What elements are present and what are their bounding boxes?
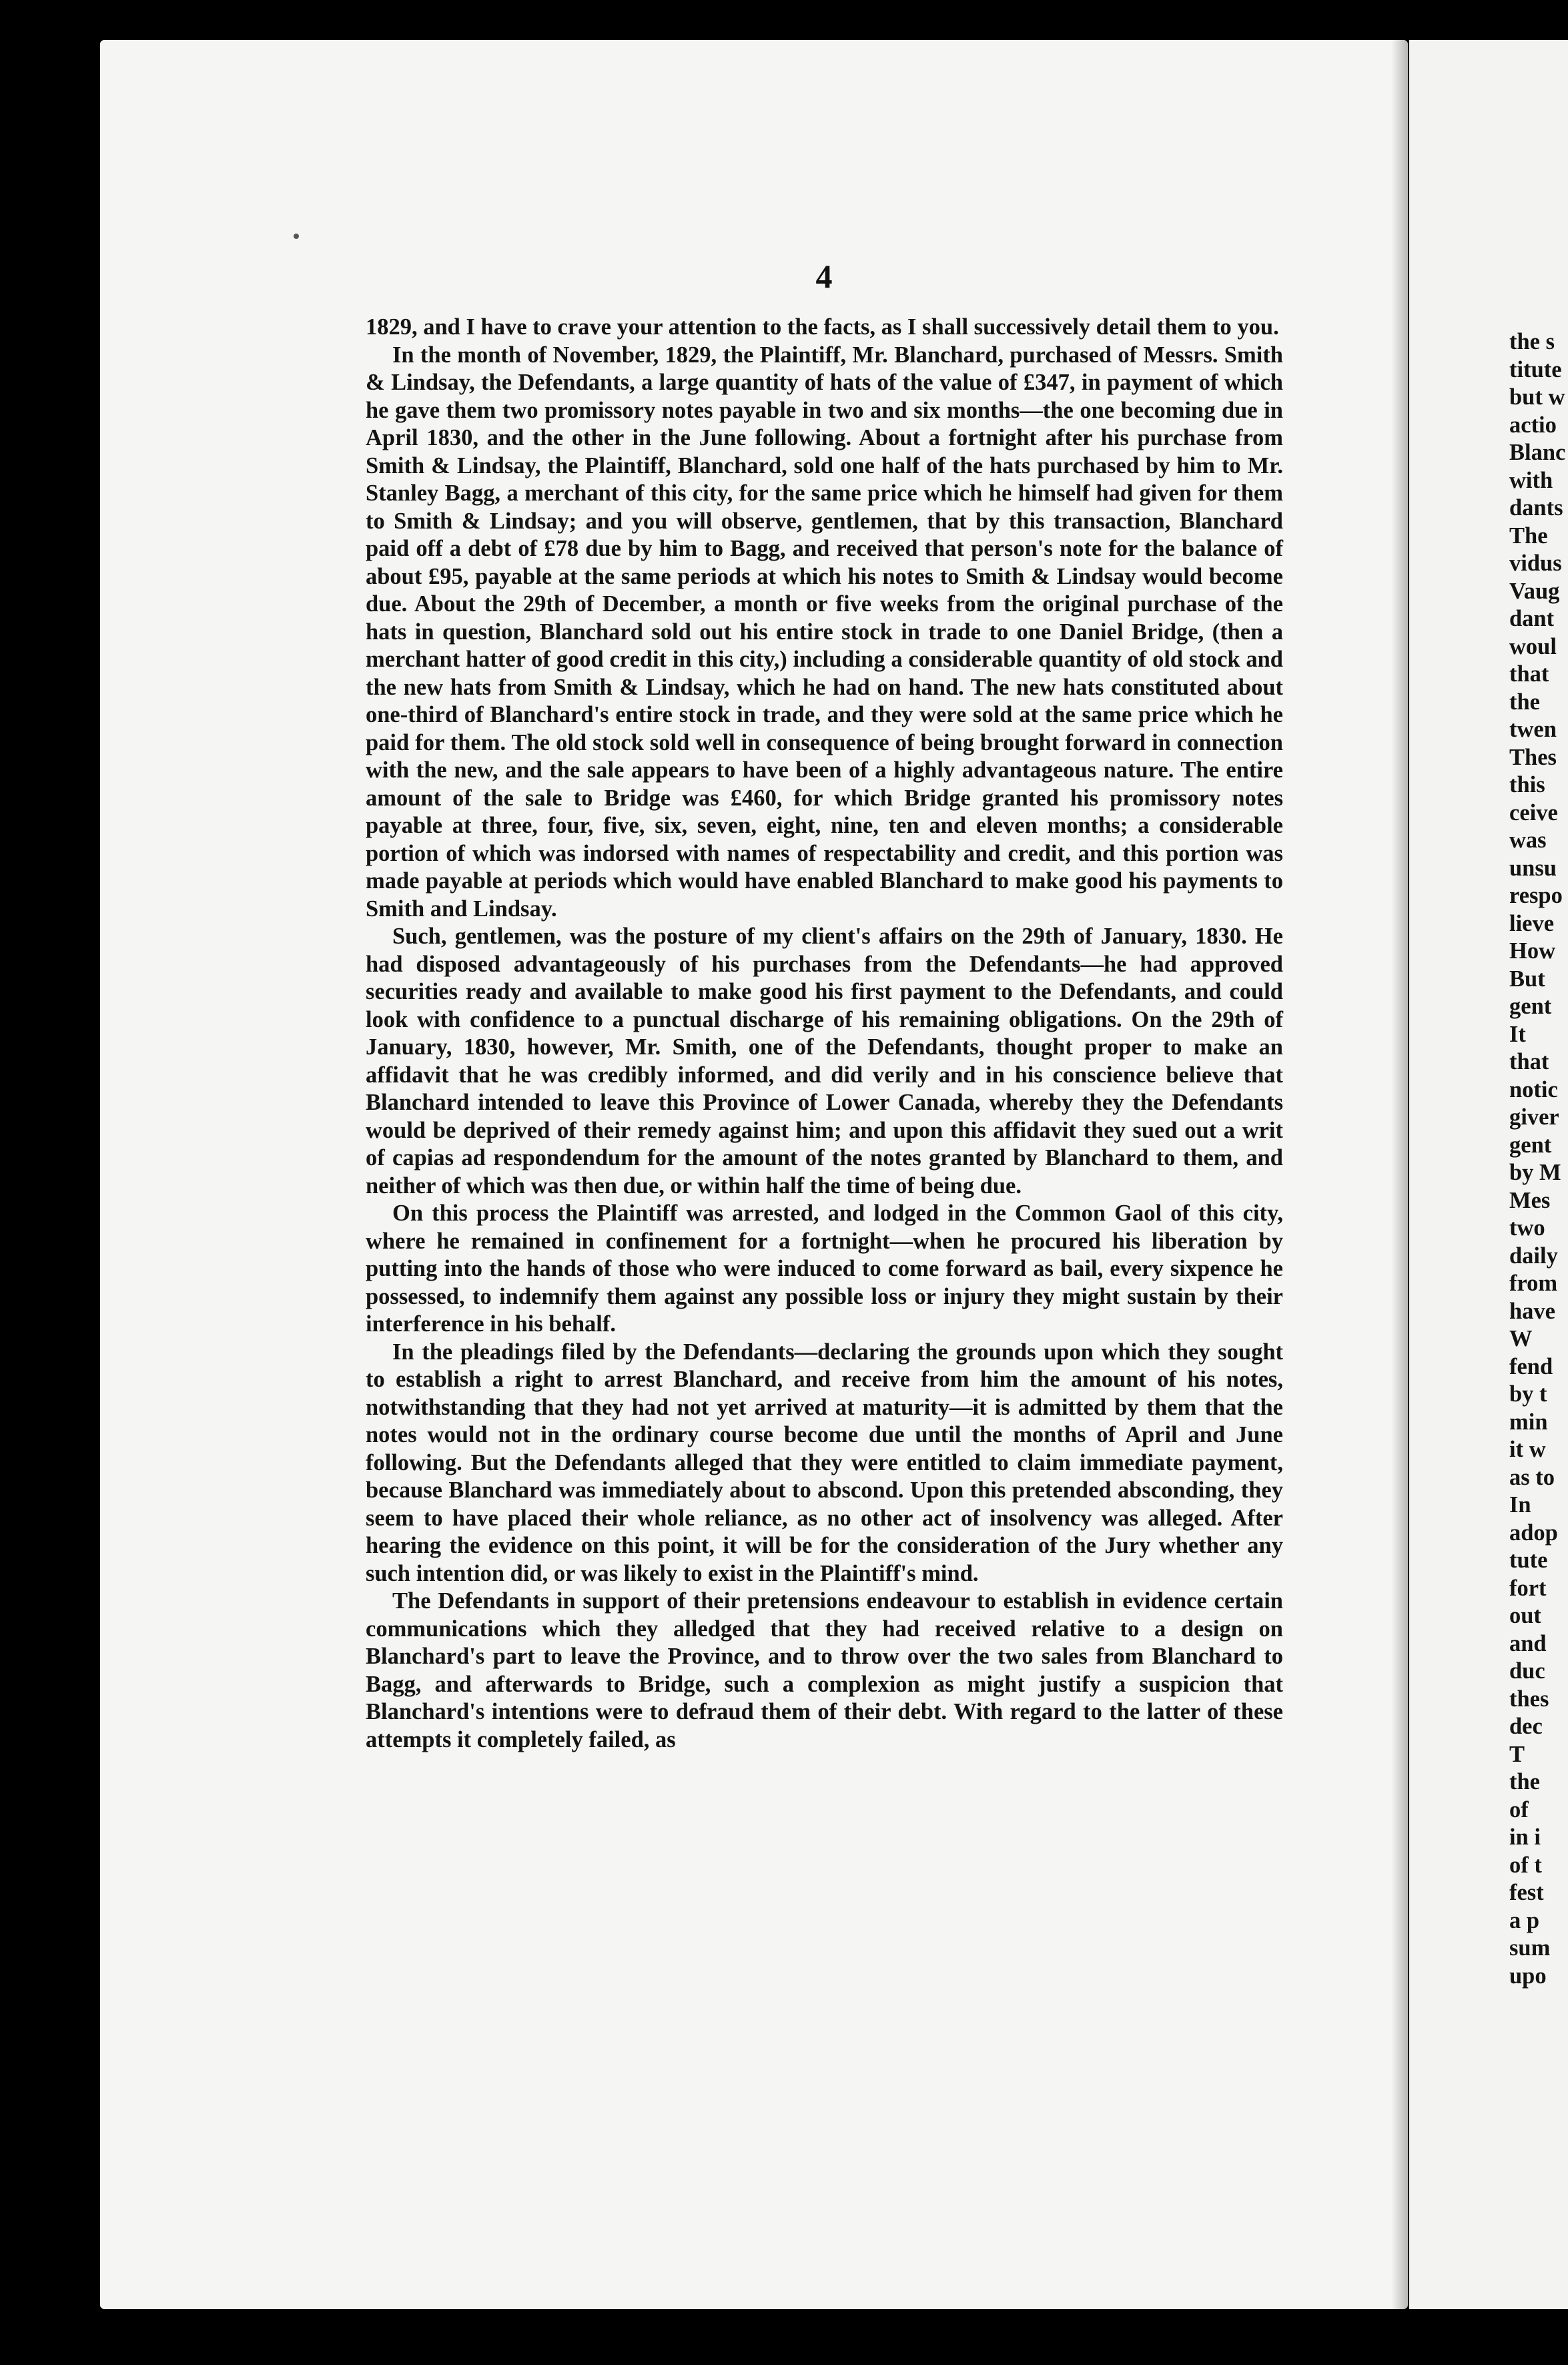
right-page-line: woul [1509, 633, 1557, 659]
right-page-line: unsu [1509, 855, 1557, 881]
paragraph-3: Such, gentlemen, was the posture of my client's affairs on the 29th of January, 1830. He had disposed advantageously of his purchases from the Defendants—he had approved securities ready and available to make good his first payment to the Defendants, and could look with confidence to a punctual discharge of his remaining obligations. On the 29th of January, 1830, however, Mr. Smith, one of the Defendants, thought proper to make an affidavit that he was credibly informed, and did verily and in his conscience believe that Blanchard intended to leave this Province of Lower Canada, whereby they the Defendants would be deprived of their remedy against him; and upon this affidavit they sued out a writ of capias ad respondendum for the amount of the notes granted by Blanchard to them, and neither of which was then due, or within half the time of being due. [366, 924, 1283, 1199]
right-page-line: it w [1509, 1437, 1546, 1462]
right-page-line: the [1509, 1769, 1540, 1794]
right-page-line: lieve [1509, 910, 1555, 936]
right-page-line: out [1509, 1603, 1541, 1628]
right-page-line: and [1509, 1630, 1547, 1656]
right-page-line: by M [1509, 1160, 1561, 1185]
right-page-line: by t [1509, 1381, 1547, 1407]
right-page-line: dant [1509, 606, 1555, 631]
right-page-line: sum [1509, 1935, 1551, 1961]
right-page-line: duc [1509, 1658, 1545, 1684]
right-page-line: of [1509, 1796, 1529, 1822]
right-page-line: The [1509, 523, 1548, 549]
right-page-line: that [1509, 1049, 1549, 1074]
right-page-line: a p [1509, 1907, 1540, 1933]
right-page-line: W [1509, 1326, 1533, 1351]
right-page-line: min [1509, 1409, 1548, 1435]
right-page-line: notic [1509, 1076, 1558, 1102]
right-page-line: with [1509, 467, 1553, 493]
right-page-line: upo [1509, 1963, 1547, 1989]
right-page-line: thes [1509, 1686, 1549, 1712]
right-page-text [1509, 328, 1568, 1990]
right-page-line: as to [1509, 1464, 1555, 1490]
page-number: 4 [815, 258, 833, 295]
right-page-line: from [1509, 1271, 1558, 1296]
right-page-line: in i [1509, 1824, 1541, 1850]
right-page-line: have [1509, 1298, 1555, 1324]
right-page-line: vidus [1509, 551, 1562, 576]
right-page-line: gent [1509, 994, 1552, 1019]
right-page-line: giver [1509, 1104, 1559, 1130]
right-page-line: tute [1509, 1548, 1548, 1573]
right-page-line: the [1509, 689, 1540, 715]
right-page-line: Vaug [1509, 578, 1560, 604]
right-page-line: but w [1509, 384, 1565, 410]
right-page-line: this [1509, 772, 1545, 797]
right-page-line: gent [1509, 1132, 1552, 1158]
paragraph-4: On this process the Plaintiff was arrested, and lodged in the Common Gaol of this city, where he remained in confinement for a fortnight—when he procured his liberation by putting into the hands of those who were induced to come forward as bail, every sixpence he possessed, to indemnify them against any possible loss or injury they might sustain by their interference in his behalf. [366, 1201, 1283, 1337]
right-page-line: How [1509, 938, 1555, 964]
right-page-line: fest [1509, 1880, 1544, 1905]
right-page-line: actio [1509, 412, 1557, 438]
right-page-line: two [1509, 1215, 1545, 1241]
right-page-line: daily [1509, 1243, 1558, 1269]
right-page-line: twen [1509, 717, 1557, 742]
right-page-line: was [1509, 827, 1547, 853]
right-page-line: that [1509, 661, 1549, 687]
paragraph-2: In the month of November, 1829, the Plaintiff, Mr. Blanchard, purchased of Messrs. Smith & Lindsay, the Defendants, a large quantity of hats of the value of £347, in payment of which he gave them two promissory notes payable in two and six months—the one becoming due in April 1830, and the other in the June following. About a fortnight after his purchase from Smith & Lindsay, the Plaintiff, Blanchard, sold one half of the hats purchased by him to Mr. Stanley Bagg, a merchant of this city, for the same price which he himself had given for them to Smith & Lindsay; and you will observe, gentlemen, that by this transaction, Blanchard paid off a debt of £78 due by him to Bagg, and received that person's note for the balance of about £95, payable at the same periods at which his notes to Smith & Lindsay would become due. About the 29th of December, a month or five weeks from the original purchase of the hats in question, Blanchard sold out his entire stock in trade to one Daniel Bridge, (then a merchant hatter of good credit in this city,) including a considerable quantity of old stock and the new hats from Smith & Lindsay, which he had on hand. The new hats constituted about one-third of Blanchard's entire stock in trade, and they were sold at the same price which he paid for them. The old stock sold well in consequence of being brought forward in connection with the new, and the sale appears to have been of a highly advantageous nature. The entire amount of the sale to Bridge was £460, for which Bridge granted his promissory notes payable at three, four, five, six, seven, eight, nine, ten and eleven months; a considerable portion of which was indorsed with names of respectability and credit, and this portion was made payable at periods which would have enabled Blanchard to make good his payments to Smith and Lindsay. [366, 342, 1283, 922]
paper-speck [294, 234, 299, 239]
right-page-line: Blanc [1509, 440, 1566, 465]
right-page-line: dec [1509, 1714, 1543, 1739]
right-page-line: adop [1509, 1519, 1558, 1546]
right-page-line: It [1509, 1021, 1526, 1047]
paragraph-6: The Defendants in support of their pretensions endeavour to establish in evidence certain communications which they alledged that they had received relative to a design on Blanchard's part to leave the Province, and to throw over the two sales from Blanchard to Bagg, and afterwards to Bridge, such a complexion as might justify a suspicion that Blanchard's intentions were to defraud them of their debt. With regard to the latter of these attempts it completely failed, as [366, 1588, 1283, 1752]
right-page-line: titute [1509, 356, 1562, 382]
right-page-line: fend [1509, 1353, 1553, 1379]
right-page-line: respo [1509, 883, 1563, 908]
right-page-line: T [1509, 1741, 1525, 1767]
paragraph-1: 1829, and I have to crave your attention to the facts, as I shall successively detail them to you. [366, 314, 1279, 340]
right-page-line: dants [1509, 495, 1563, 521]
right-page-line: fort [1509, 1575, 1547, 1601]
right-page-line: Thes [1509, 744, 1557, 770]
right-page-line: ceive [1509, 799, 1558, 825]
right-page-line: But [1509, 966, 1545, 992]
right-page-line: In [1509, 1492, 1531, 1517]
right-page-line: of t [1509, 1852, 1542, 1878]
right-page-line: Mes [1509, 1187, 1551, 1213]
right-page-line: the s [1509, 329, 1555, 354]
main-text [366, 314, 1283, 1754]
paragraph-5: In the pleadings filed by the Defendants—declaring the grounds upon which they sought to establish a right to arrest Blanchard, and receive from him the amount of his notes, notwithstanding that they had not yet arrived at maturity—it is admitted by them that the notes would not in the ordinary course become due until the months of April and June following. But the Defendants alleged that they were entitled to claim immediate payment, because Blanchard was immediately about to abscond. Upon this pretended absconding, they seem to have placed their whole reliance, as no other act of insolvency was alleged. After hearing the evidence on this point, it will be for the consideration of the Jury whether any such intention did, or was likely to exist in the Plaintiff's mind. [366, 1339, 1283, 1586]
